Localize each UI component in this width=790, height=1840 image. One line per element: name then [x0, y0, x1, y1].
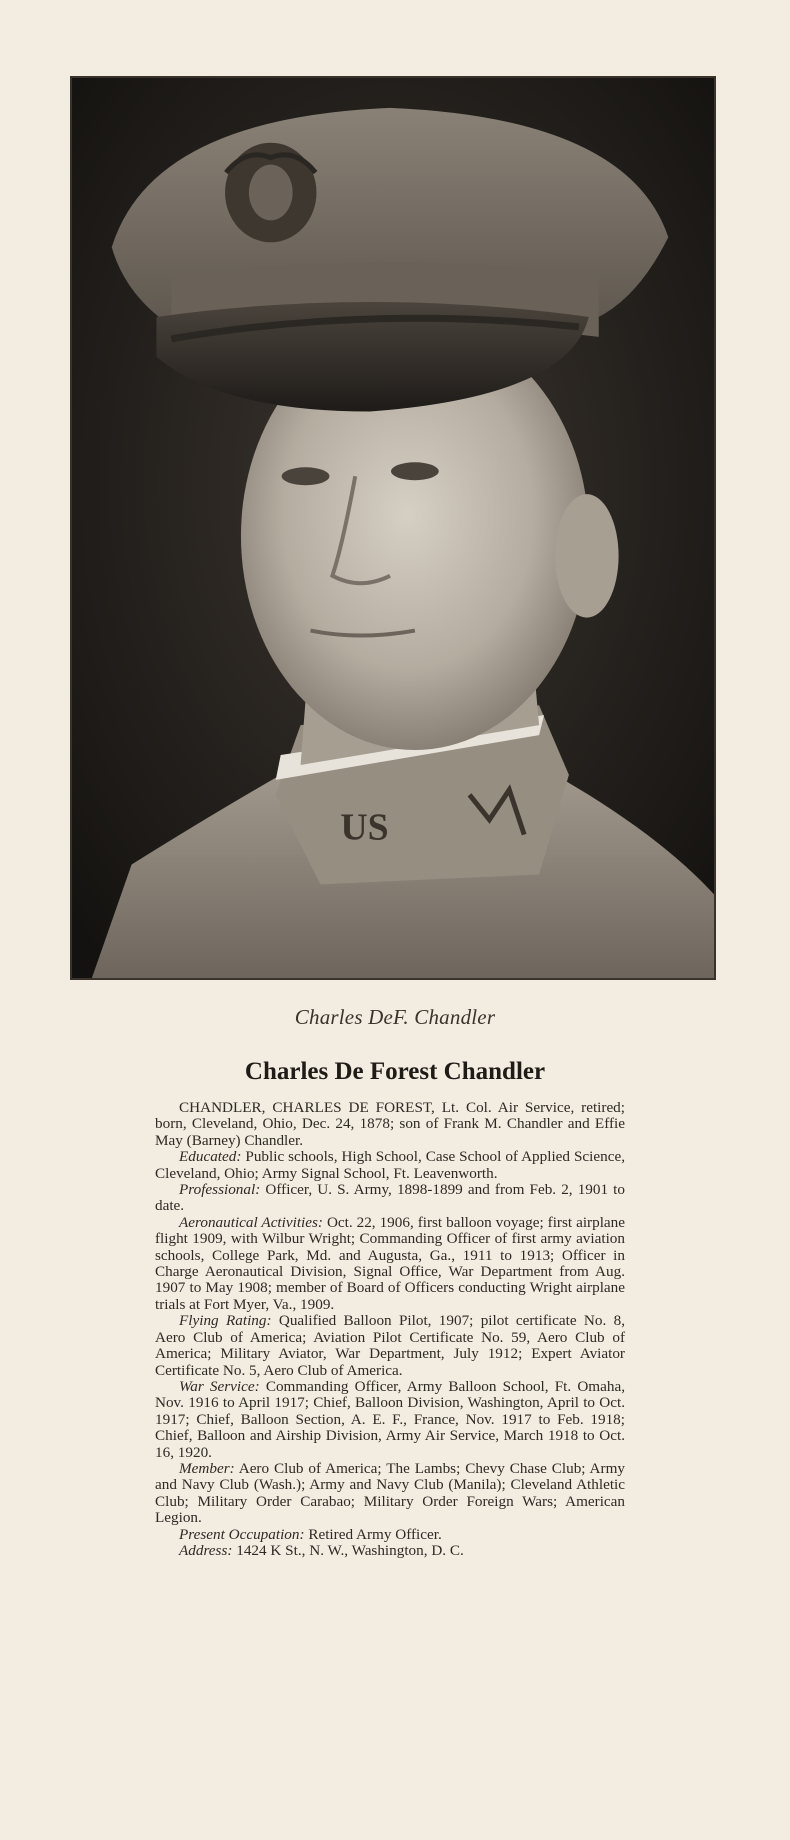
- bio-label: Educated:: [179, 1148, 242, 1166]
- bio-title: Charles De Forest Chandler: [244, 1058, 546, 1085]
- bio-text: Commanding Officer, Army Balloon School, Ft. Omaha, Nov. 1916 to April 1917; Chief, Balloon Division, Washington, April to Oct. 1917; Chief, Balloon Section, A. E. F., France, Nov. 1917 to Feb. 1918; Chief, Balloon and Airship Division, Army Air Service, March 1918 to Oct. 16, 1920.: [155, 1377, 625, 1461]
- bio-paragraph-aeronautical: [155, 1215, 625, 1313]
- bio-paragraph-war-service: [155, 1379, 625, 1461]
- bio-text: Oct. 22, 1906, first balloon voyage; first airplane flight 1909, with Wilbur Wright; Commanding Officer of first army aviation schools, College Park, Md. and Augusta, Ga., 1911 to 1913; Officer in Charge Aeronautical Division, Signal Office, War Department from Aug. 1907 to May 1908; member of Board of Officers conducting Wright airplane trials at Fort Myer, Va., 1909.: [155, 1213, 625, 1313]
- bio-paragraph-member: [155, 1461, 625, 1527]
- bio-text: 1424 K St., N. W., Washington, D. C.: [232, 1541, 464, 1559]
- bio-paragraph-flying-rating: [155, 1313, 625, 1379]
- bio-label: War Service:: [179, 1377, 260, 1395]
- bio-intro-name: CHANDLER, CHARLES DE FOREST,: [179, 1099, 435, 1116]
- bio-label: Address:: [179, 1541, 233, 1559]
- bio-label: Professional:: [179, 1181, 261, 1199]
- bio-intro-text: Lt. Col. Air Service, retired; born, Cleveland, Ohio, Dec. 24, 1878; son of Frank M. Chandler and Effie May (Barney) Chandler.: [155, 1099, 625, 1149]
- bio-label: Aeronautical Activities:: [179, 1213, 323, 1231]
- biography-text: [155, 1100, 625, 1559]
- bio-label: Present Occupation:: [179, 1525, 305, 1543]
- bio-label: Flying Rating:: [179, 1312, 272, 1330]
- bio-text: Retired Army Officer.: [304, 1525, 442, 1543]
- bio-paragraph-professional: [155, 1182, 625, 1215]
- cap-eagle-icon: [225, 143, 316, 243]
- portrait-image: [72, 78, 714, 978]
- bio-text: Aero Club of America; The Lambs; Chevy Chase Club; Army and Navy Club (Wash.); Army and Navy Club (Manila); Cleveland Athletic Club; Military Order Carabao; Military Order Foreign Wars; American Legion.: [155, 1459, 625, 1527]
- bio-text: Officer, U. S. Army, 1898-1899 and from Feb. 2, 1901 to date.: [155, 1181, 625, 1215]
- bio-paragraph-address: [155, 1543, 625, 1559]
- bio-label: Member:: [179, 1459, 235, 1477]
- bio-text: Qualified Balloon Pilot, 1907; pilot certificate No. 8, Aero Club of America; Aviation Pilot Certificate No. 59, Aero Club of America; Military Aviator, War Department, July 1912; Expert Aviator Certificate No. 5, Aero Club of America.: [155, 1312, 625, 1379]
- collar-insignia: US: [340, 806, 389, 849]
- photo-caption: Charles DeF. Chandler: [294, 1005, 496, 1029]
- bio-paragraph-educated: [155, 1149, 625, 1182]
- portrait-photo: [70, 76, 716, 980]
- bio-intro: [155, 1100, 625, 1149]
- bio-text: Public schools, High School, Case School of Applied Science, Cleveland, Ohio; Army Signal School, Ft. Leavenworth.: [155, 1148, 625, 1182]
- bio-paragraph-occupation: [155, 1527, 625, 1543]
